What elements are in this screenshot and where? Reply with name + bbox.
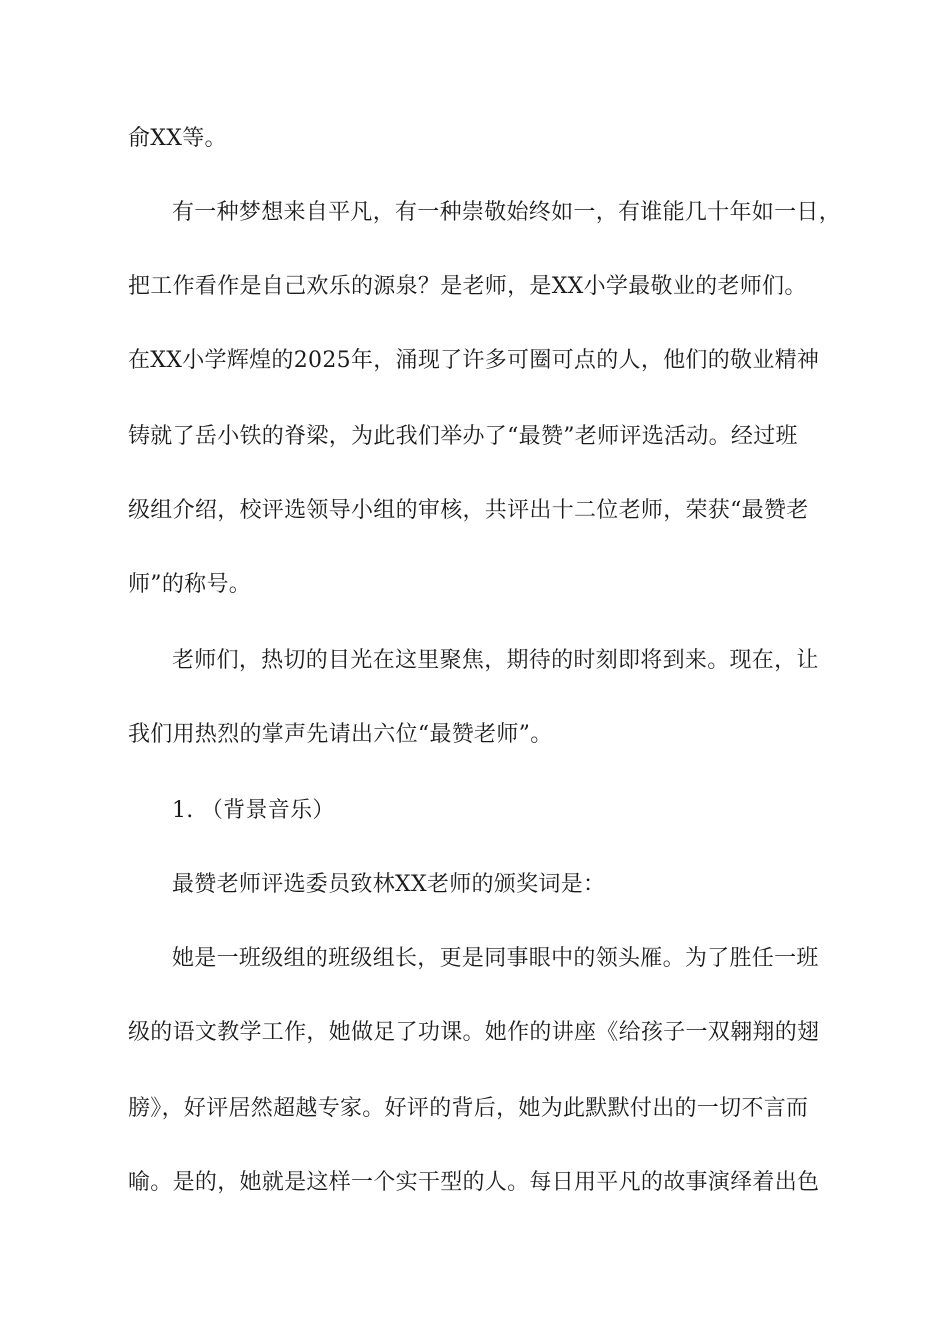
text-line: 师”的称号。: [128, 572, 252, 597]
list-item-heading: 1. （背景音乐）: [172, 798, 335, 823]
text-line: 级的语文教学工作，她做足了功课。她作的讲座《给孩子一双翱翔的翅: [128, 1020, 820, 1045]
paragraph-start-line: 老师们，热切的目光在这里聚焦，期待的时刻即将到来。现在，让: [172, 648, 819, 673]
text-line: 把工作看作是自己欢乐的源泉？是老师，是XX小学最敬业的老师们。: [128, 274, 807, 299]
text-line: 铸就了岳小铁的脊梁，为此我们举办了“最赞”老师评选活动。经过班: [128, 424, 798, 449]
paragraph-start-line: 有一种梦想来自平凡，有一种崇敬始终如一，有谁能几十年如一日，: [172, 200, 842, 225]
text-line: 级组介绍，校评选领导小组的审核，共评出十二位老师，荣获“最赞老: [128, 498, 809, 523]
text-line: 我们用热烈的掌声先请出六位“最赞老师”。: [128, 722, 553, 747]
text-line: 膀》，好评居然超越专家。好评的背后，她为此默默付出的一切不言而: [128, 1096, 809, 1121]
paragraph-start-line: 她是一班级组的班级组长，更是同事眼中的领头雁。为了胜任一班: [172, 946, 819, 971]
text-line: 喻。是的，她就是这样一个实干型的人。每日用平凡的故事演绎着出色: [128, 1170, 820, 1195]
paragraph-start-line: 最赞老师评选委员致林XX老师的颁奖词是：: [172, 872, 606, 897]
text-line: 在XX小学辉煌的2025年，涌现了许多可圈可点的人，他们的敬业精神: [128, 348, 820, 373]
text-line: 俞XX等。: [128, 126, 227, 151]
